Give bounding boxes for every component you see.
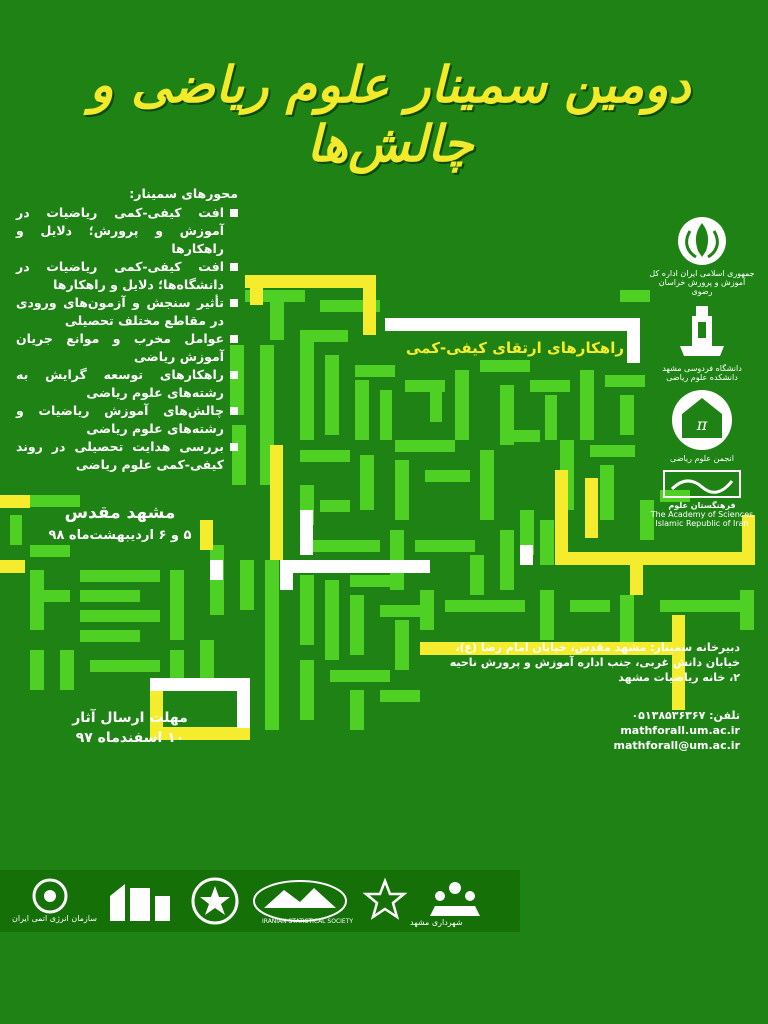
academy-caption-en2: Islamic Republic of Iran xyxy=(655,519,749,528)
topic-item: بررسی هدایت تحصیلی در روند کیفی-کمی علوم ریاضی xyxy=(16,438,238,474)
society-logo xyxy=(648,388,756,463)
ministry-logo xyxy=(648,215,756,296)
contact-info xyxy=(440,708,740,753)
university-caption: دانشگاه فردوسی مشهد دانشکده علوم ریاضی xyxy=(662,364,742,382)
deadline-label: مهلت ارسال آثار xyxy=(72,710,188,726)
statistical-caption: IRANIAN STATISTICAL SOCIETY xyxy=(262,918,354,925)
building-logo-icon xyxy=(105,876,175,926)
svg-text:π: π xyxy=(696,415,708,434)
slogan-banner: راهکارهای ارتقای کیفی-کمی xyxy=(406,339,624,357)
email-link[interactable]: mathforall@um.ac.ir xyxy=(613,739,740,752)
secretariat-address: دبیرخانه سمینار: مشهد مقدس، خیابان امام رضا (ع)، خیابان دانش غربی، جنب اداره آموزش و پرورش ناحیه ۲، خانه ریاضیات مشهد xyxy=(449,641,740,684)
topic-item: تأثیر سنجش و آزمون‌های ورودی در مقاطع مختلف تحصیلی xyxy=(16,294,238,330)
academy-caption-en: The Academy of Sciences xyxy=(650,510,754,519)
phone-number: تلفن: ۰۵۱۳۸۵۳۶۳۶۷ xyxy=(631,709,740,722)
footer-logo-strip xyxy=(0,870,520,932)
seminar-title: دومین سمینار علوم ریاضی و چالش‌ها xyxy=(89,55,691,173)
math-society-icon xyxy=(670,388,734,452)
topic-item: افت کیفی-کمی ریاضیات در دانشگاه‌ها؛ دلایل و راهکارها xyxy=(16,258,238,294)
emblem-star-icon xyxy=(190,876,240,926)
submission-deadline xyxy=(40,708,220,748)
society-caption: انجمن علوم ریاضی xyxy=(670,454,734,463)
academy-emblem-icon xyxy=(662,469,742,499)
topic-item: افت کیفی-کمی ریاضیات در آموزش و پرورش؛ دلایل و راهکارها xyxy=(16,204,238,258)
municipality-caption: شهرداری مشهد xyxy=(410,918,463,927)
topic-item: راهکارهای توسعه گرایش به رشته‌های علوم ریاضی xyxy=(16,366,238,402)
university-logo xyxy=(648,302,756,382)
website-link[interactable]: mathforall.um.ac.ir xyxy=(620,724,740,737)
ministry-caption: جمهوری اسلامی ایران اداره کل آموزش و پرورش خراسان رضوی xyxy=(649,269,755,296)
topics-heading: محورهای سمینار: xyxy=(129,186,238,201)
atomic-energy-caption: سازمان انرژی اتمی ایران xyxy=(12,914,97,923)
iran-emblem-icon xyxy=(672,215,732,267)
topic-item: چالش‌های آموزش ریاضیات و رشته‌های علوم ریاضی xyxy=(16,402,238,438)
sponsor-logos xyxy=(648,215,756,534)
municipality-logo-icon xyxy=(360,876,410,926)
deadline-date: ۱۰ اسفندماه ۹۷ xyxy=(75,730,185,746)
venue-city: مشهد مقدس xyxy=(64,503,176,523)
event-dates: ۵ و ۶ اردیبهشت‌ماه ۹۸ xyxy=(48,528,192,543)
academy-caption-fa: فرهنگستان علوم xyxy=(668,501,736,510)
academy-logo xyxy=(648,469,756,528)
university-emblem-icon xyxy=(672,302,732,362)
topic-item: عوامل مخرب و موانع جریان آموزش ریاضی xyxy=(16,330,238,366)
seminar-topics xyxy=(16,185,238,474)
